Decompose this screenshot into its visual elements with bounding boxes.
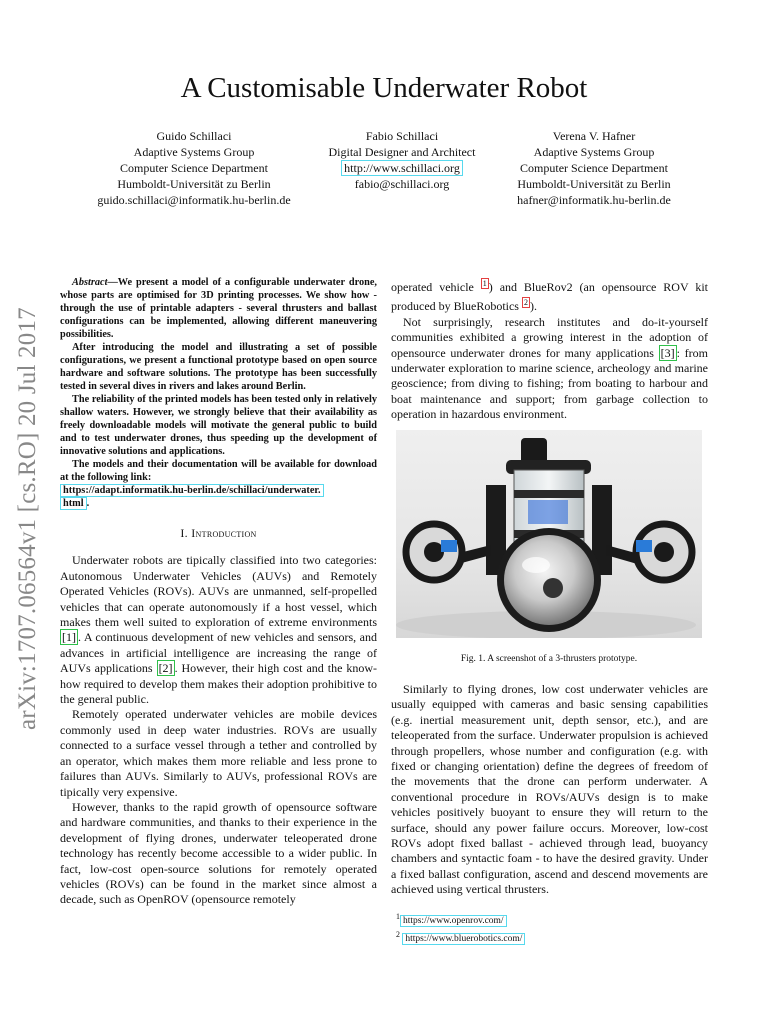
download-link[interactable]: https://adapt.informatik.hu-berlin.de/schillaci/underwater. [60,484,324,497]
figure-caption: Fig. 1. A screenshot of a 3-thrusters prototype. [460,654,638,664]
author-name: Fabio Schillaci [365,129,439,143]
abstract-p2: After introducing the model and illustrating a set of possible configurations, we present a functional prototype based on open source hardware and software solutions. The prototype has been successfully tested in several dives in rivers and lakes around Berlin. [60,342,377,392]
author-block-3 [478,128,710,208]
author-university: Humboldt-Universität zu Berlin [517,177,671,191]
footnote-link[interactable]: 1 [482,279,487,288]
author-department: Computer Science Department [520,161,668,175]
download-link-cont[interactable]: html [60,497,87,510]
paper-title: A Customisable Underwater Robot [180,72,588,104]
right-column-top [391,276,708,423]
author-name: Guido Schillaci [156,129,232,143]
footnote-link[interactable]: 2 [523,298,528,308]
right-p1: Not surprisingly, research institutes and do-it-yourself communities exhibited a growing interest in the adoption of opensource underwater drones for many applications [3] : from underwater exploration to marine science, archeology and marine geoscience; from diving to fishing; from boating to harbour and boat maintenance and support; from garbage collection to operation in hazardous environment. [391,314,708,422]
author-affiliation: Adaptive Systems Group [133,145,255,159]
intro-p3: However, thanks to the rapid growth of opensource software and hardware communities, and thanks to their experience in the development of flying drones, underwater teleoperated drone technology has recently become accessible to a wider public. In fact, low-cost open-source solutions for remotely operated vehicles (ROVs) can be found in the market since almost a decade, such as OpenROV (opensource remotely [60,799,377,907]
footnote-1: $^1$ https://www.openrov.com/ [396,910,525,928]
citation-link[interactable]: [3] [660,345,675,360]
section-heading: I. Introduction [180,526,257,540]
abstract-p4: The models and their documentation will be available for download at the following link: [60,459,377,483]
author-university: Humboldt-Universität zu Berlin [117,177,271,191]
abstract-label: Abstract [72,277,108,288]
left-column [60,276,377,908]
footnotes [396,910,525,946]
citation-link[interactable]: [2] [158,661,173,676]
abstract: Abstract—We present a model of a configurable underwater drone, whose parts are optimised for 3D printing processes. We show how - through the use of printable adapters - several thrusters and ballast configurations can be implemented, allowing different maneuvering possibilities. After introducing the model and illustrating a set of possible configurations, we present a functional prototype based on open source hardware and software solutions. The prototype has been successfully tested in several dives in rivers and lakes around Berlin. The reliability of the printed models has been tested only in relatively shallow waters. However, we strongly believe that their availability as freely downloadable models will motivate the general public to build and to test underwater drones, thus speeding up the development of innovative solutions and applications. The models and their documentation will be available for download at the following link: https://adapt.informatik.hu-berlin.de/schillaci/underwater. html . [60,277,377,509]
footnote-2: $^2$ https://www.bluerobotics.com/ [396,928,525,946]
author-affiliation: Digital Designer and Architect [328,145,476,159]
intro-p1: Underwater robots are tipically classified into two categories: Autonomous Underwater Vehicles (AUVs) and Remotely Operated Vehicles (ROVs). AUVs are unmanned, self-propelled vehicles that can operate autonomously if a host vessel, which makes them well suited to exploration of extreme environments [1] . A continuous development of new vehicles and sensors, and advances in artificial intelligence are increasing the range of AUVs applications [2] . However, their high cost and the know-how required to develop them makes their adoption prohibitive to the general public. [60,553,378,707]
right-p2: Similarly to flying drones, low cost underwater vehicles are usually equipped with cameras and basic sensing capabilities (e.g. inertial measurement unit, depth sensor, etc.), and are teleoperated from the surface. Underwater propulsion is achieved through propellers, whose number and configuration (e.g. with fixed or changing orientation) define the degrees of freedom of the movements that the drone can perform underwater. A conventional procedure in ROVs/AUVs design is to make vehicles positively buoyant to ensure they will return to the surface, should any power failure occurs. Moreover, low-cost ROVs adopt fixed ballast - achieved through lead, buoyancy chambers and syntactic foam - to have the desired gravity. Under a fixed ballast configuration, ascend and descend movements are achieved using vertical thrusters. [391,682,708,897]
author-block-1 [78,128,310,208]
author-name: Verena V. Hafner [552,129,636,143]
author-email: hafner@informatik.hu-berlin.de [517,193,671,207]
footnote-url[interactable]: https://www.openrov.com/ [400,915,507,927]
author-website-link[interactable]: http://www.schillaci.org [341,160,463,176]
right-p0: operated vehicle $^1$ ) and BlueRov2 (an opensource ROV kit produced by BlueRobotics $^2$ ). [391,279,708,314]
abstract-p3: The reliability of the printed models has been tested only in relatively shallow waters. However, we strongly believe that their availability as freely downloadable models will motivate the general public to build and to test underwater drones, thus speeding up the development of innovative solutions and applications. [60,394,377,457]
author-affiliation: Adaptive Systems Group [533,145,655,159]
author-department: Computer Science Department [120,161,268,175]
abstract-p1: We present a model of a configurable underwater drone, whose parts are optimised for 3D printing processes. We show how - through the use of printable adapters - several thrusters and ballast configurations can be implemented, allowing different maneuvering possibilities. [60,277,377,340]
author-email: fabio@schillaci.org [354,177,450,191]
right-column-bottom [391,682,708,898]
figure-robot-photo [396,430,702,638]
intro-p2: Remotely operated underwater vehicles are mobile devices commonly used in deep water industries. ROVs are usually connected to a surface vessel through a tether and controlled by an operator, which makes them more reliable and less prone to failures than AUVs. Similarly to AUVs, professional ROVs are tipically very expensive. [60,707,377,799]
arxiv-stamp: arXiv:1707.06564v1 [cs.RO] 20 Jul 2017 [14,307,41,730]
robot-illustration [396,430,702,638]
citation-link[interactable]: [1] [62,630,76,645]
footnote-url[interactable]: https://www.bluerobotics.com/ [402,933,525,945]
author-email: guido.schillaci@informatik.hu-berlin.de [97,193,291,207]
